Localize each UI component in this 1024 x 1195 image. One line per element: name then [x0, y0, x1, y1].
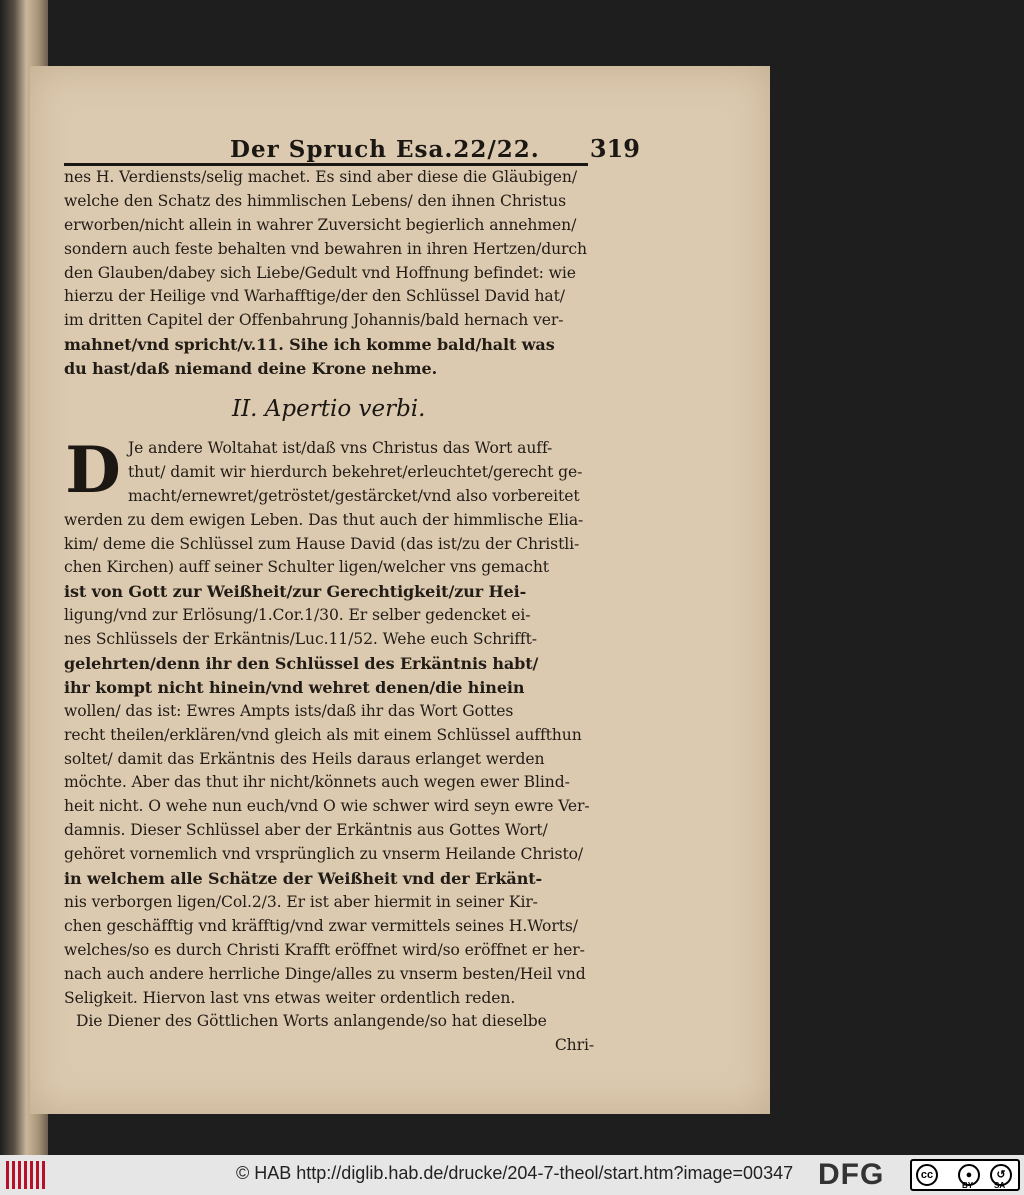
body-text [64, 166, 594, 1058]
share-alike-icon: ↺ [990, 1164, 1012, 1186]
text-line: damnis. Dieser Schlüssel aber der Erkäntnis aus Gottes Wort/ [64, 821, 548, 840]
text-line: kim/ deme die Schlüssel zum Hause David (das ist/zu der Christli- [64, 534, 580, 553]
text-line: ligung/vnd zur Erlösung/1.Cor.1/30. Er selber gedencket ei- [64, 606, 531, 625]
text-line: erworben/nicht allein in wahrer Zuversicht begierlich annehmen/ [64, 215, 577, 234]
text-line: du hast/daß niemand deine Krone nehme. [64, 359, 438, 379]
text-line: heit nicht. O wehe nun euch/vnd O wie schwer wird seyn ewre Ver- [64, 797, 590, 816]
text-line: möchte. Aber das thut ihr nicht/könnets auch wegen ewer Blind- [64, 773, 570, 792]
paragraph-main [64, 509, 594, 1058]
text-line: nes Schlüssels der Erkäntnis/Luc.11/52. Wehe euch Schrifft- [64, 630, 537, 649]
cc-license-badge[interactable] [910, 1159, 1020, 1191]
text-line: hierzu der Heilige vnd Warhafftige/der den Schlüssel David hat/ [64, 287, 565, 306]
text-line: gehöret vornemlich vnd vrsprünglich zu vnserm Heilande Christo/ [64, 845, 584, 864]
text-line: nach auch andere herrliche Dinge/alles zu vnserm besten/Heil vnd [64, 964, 586, 983]
text-line: in welchem alle Schätze der Weißheit vnd der Erkänt- [64, 869, 543, 889]
text-line: ihr kompt nicht hinein/vnd wehret denen/die hinein [64, 677, 525, 697]
viewer-footer [0, 1155, 1024, 1195]
running-head-title: Der Spruch Esa.22/22. [230, 136, 540, 163]
text-line: nis verborgen ligen/Col.2/3. Er ist aber hiermit in seiner Kir- [64, 892, 538, 911]
dfg-logo[interactable]: DFG [818, 1158, 885, 1191]
text-line: im dritten Capitel der Offenbahrung Johannis/bald hernach ver- [64, 311, 564, 330]
text-line: soltet/ damit das Erkäntnis des Heils daraus erlanget werden [64, 749, 545, 768]
text-line: Die Diener des Göttlichen Worts anlangende/so hat dieselbe [76, 1012, 547, 1031]
text-line: recht theilen/erklären/vnd gleich als mit einem Schlüssel auffthun [64, 725, 582, 744]
text-line: Seligkeit. Hiervon last vns etwas weiter ordentlich reden. [64, 988, 516, 1007]
text-line: wollen/ das ist: Ewres Ampts ists/daß ihr das Wort Gottes [64, 701, 514, 720]
text-line: chen geschäfftig vnd kräfftig/vnd zwar vermittels seines H.Worts/ [64, 916, 578, 935]
text-line: thut/ damit wir hierdurch bekehret/erleuchtet/gerecht ge- [128, 462, 583, 481]
text-line: welches/so es durch Christi Krafft eröffnet wird/so eröffnet er her- [64, 940, 585, 959]
text-line: werden zu dem ewigen Leben. Das thut auch der himmlische Elia- [64, 510, 584, 529]
opening-lines [64, 433, 594, 509]
text-line: mahnet/vnd spricht/v.11. Sihe ich komme bald/halt was [64, 335, 555, 355]
cc-sa-label: SA [994, 1181, 1006, 1190]
text-line: welche den Schatz des himmlischen Lebens/ den ihnen Christus [64, 191, 566, 210]
text-line: den Glauben/dabey sich Liebe/Gedult vnd Hoffnung befindet: wie [64, 263, 576, 282]
text-line: ist von Gott zur Weißheit/zur Gerechtigkeit/zur Hei- [64, 582, 527, 602]
paragraph-top [64, 166, 594, 381]
text-line: Je andere Woltahat ist/daß vns Christus das Wort auff- [128, 439, 553, 458]
text-line: gelehrten/denn ihr den Schlüssel des Erkäntnis habt/ [64, 654, 539, 674]
book-page [30, 66, 770, 1114]
text-line: macht/ernewret/getröstet/gestärcket/vnd also vorbereitet [128, 486, 580, 505]
person-icon: ● [958, 1164, 980, 1186]
drop-initial: D [65, 433, 121, 509]
text-line: nes H. Verdiensts/selig machet. Es sind aber diese die Gläubigen/ [64, 168, 577, 186]
paragraph-opening [64, 433, 594, 509]
cc-icon: cc [916, 1164, 938, 1186]
text-line: chen Kirchen) auff seiner Schulter ligen/welcher vns gemacht [64, 558, 549, 577]
text-line: Chri- [554, 1036, 594, 1055]
hab-logo-icon[interactable] [6, 1161, 48, 1189]
text-line: sondern auch feste behalten vnd bewahren in ihren Hertzen/durch [64, 239, 587, 258]
cc-by-label: BY [962, 1181, 974, 1190]
copyright-link[interactable]: © HAB http://diglib.hab.de/drucke/204-7-theol/start.htm?image=00347 [236, 1163, 794, 1183]
section-heading: II. Apertio verbi. [232, 396, 426, 423]
page-number: 319 [589, 134, 640, 163]
